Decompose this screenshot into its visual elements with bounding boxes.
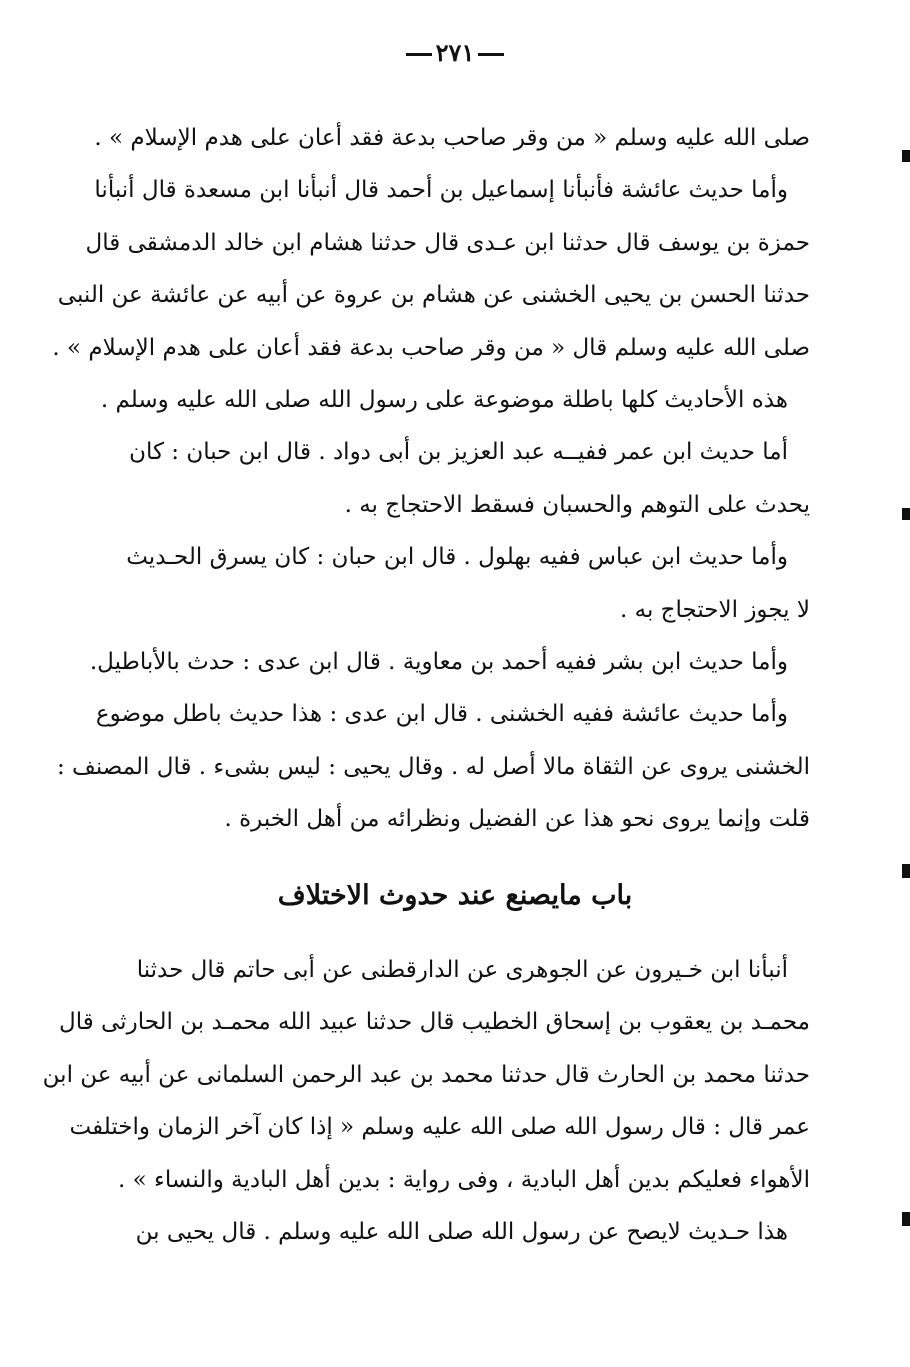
text-line: حدثنا الحسن بن يحيى الخشنى عن هشام بن عروة عن أبيه عن عائشة عن النبى [57,282,810,309]
text-line: قلت وإنما يروى نحو هذا عن الفضيل ونظرائه من أهل الخبرة . [224,806,810,833]
text-line: محمـد بن يعقوب بن إسحاق الخطيب قال حدثنا عبيد الله محمـد بن الحارثى قال [58,1009,810,1036]
text-line: وأما حديث عائشة فأنبأنا إسماعيل بن أحمد قال أنبأنا ابن مسعدة قال أنبأنا [94,177,788,204]
scan-edge-mark [902,864,910,878]
scan-edge-mark [902,508,910,520]
text-line: عمر قال : قال رسول الله صلى الله عليه وسلم « إذا كان آخر الزمان واختلفت [69,1114,810,1141]
text-line: صلى الله عليه وسلم « من وقر صاحب بدعة فقد أعان على هدم الإسلام » . [94,125,810,151]
text-line: وأما حديث عائشة ففيه الخشنى . قال ابن عدى : هذا حديث باطل موضوع [95,701,788,728]
page-number [0,38,910,67]
text-line: وأما حديث ابن عباس ففيه بهلول . قال ابن حبان : كان يسرق الحـديث [126,544,788,571]
text-line: أما حديث ابن عمر ففيــه عبد العزيز بن أبى دواد . قال ابن حبان : كان [129,439,788,466]
text-line: حمزة بن يوسف قال حدثنا ابن عـدى قال حدثنا هشام ابن خالد الدمشقى قال [85,229,810,256]
text-line: صلى الله عليه وسلم قال « من وقر صاحب بدعة فقد أعان على هدم الإسلام » . [52,334,810,361]
scan-edge-mark [902,1212,910,1226]
section-heading: باب مايصنع عند حدوث الاختلاف [277,880,633,911]
page-number-left-dash [406,53,432,56]
body-text-bottom [42,944,810,1258]
text-line: يحدث على التوهم والحسبان فسقط الاحتجاج به . [344,491,810,518]
text-line: هذا حـديث لايصح عن رسول الله صلى الله عليه وسلم . قال يحيى بن [135,1218,788,1245]
body-text-top [52,112,810,845]
text-line: أنبأنا ابن خـيرون عن الجوهرى عن الدارقطنى عن أبى حاتم قال حدثنا [136,957,788,983]
page-number-right-dash [478,53,504,56]
text-line: هذه الأحاديث كلها باطلة موضوعة على رسول الله صلى الله عليه وسلم . [100,386,788,413]
text-line: لا يجوز الاحتجاج به . [619,596,810,623]
scan-edge-mark [902,150,910,162]
text-line: حدثنا محمد بن الحارث قال حدثنا محمد بن عبد الرحمن السلمانى عن أبيه عن ابن [42,1061,810,1088]
text-line: وأما حديث ابن بشر ففيه أحمد بن معاوية . قال ابن عدى : حدث بالأباطيل. [89,648,788,675]
page-number-text: ٢٧١ [435,38,475,67]
text-line: الأهواء فعليكم بدين أهل البادية ، وفى رواية : بدين أهل البادية والنساء » . [118,1166,810,1193]
text-line: الخشنى يروى عن الثقاة مالا أصل له . وقال يحيى : ليس بشىء . قال المصنف : [56,753,810,780]
